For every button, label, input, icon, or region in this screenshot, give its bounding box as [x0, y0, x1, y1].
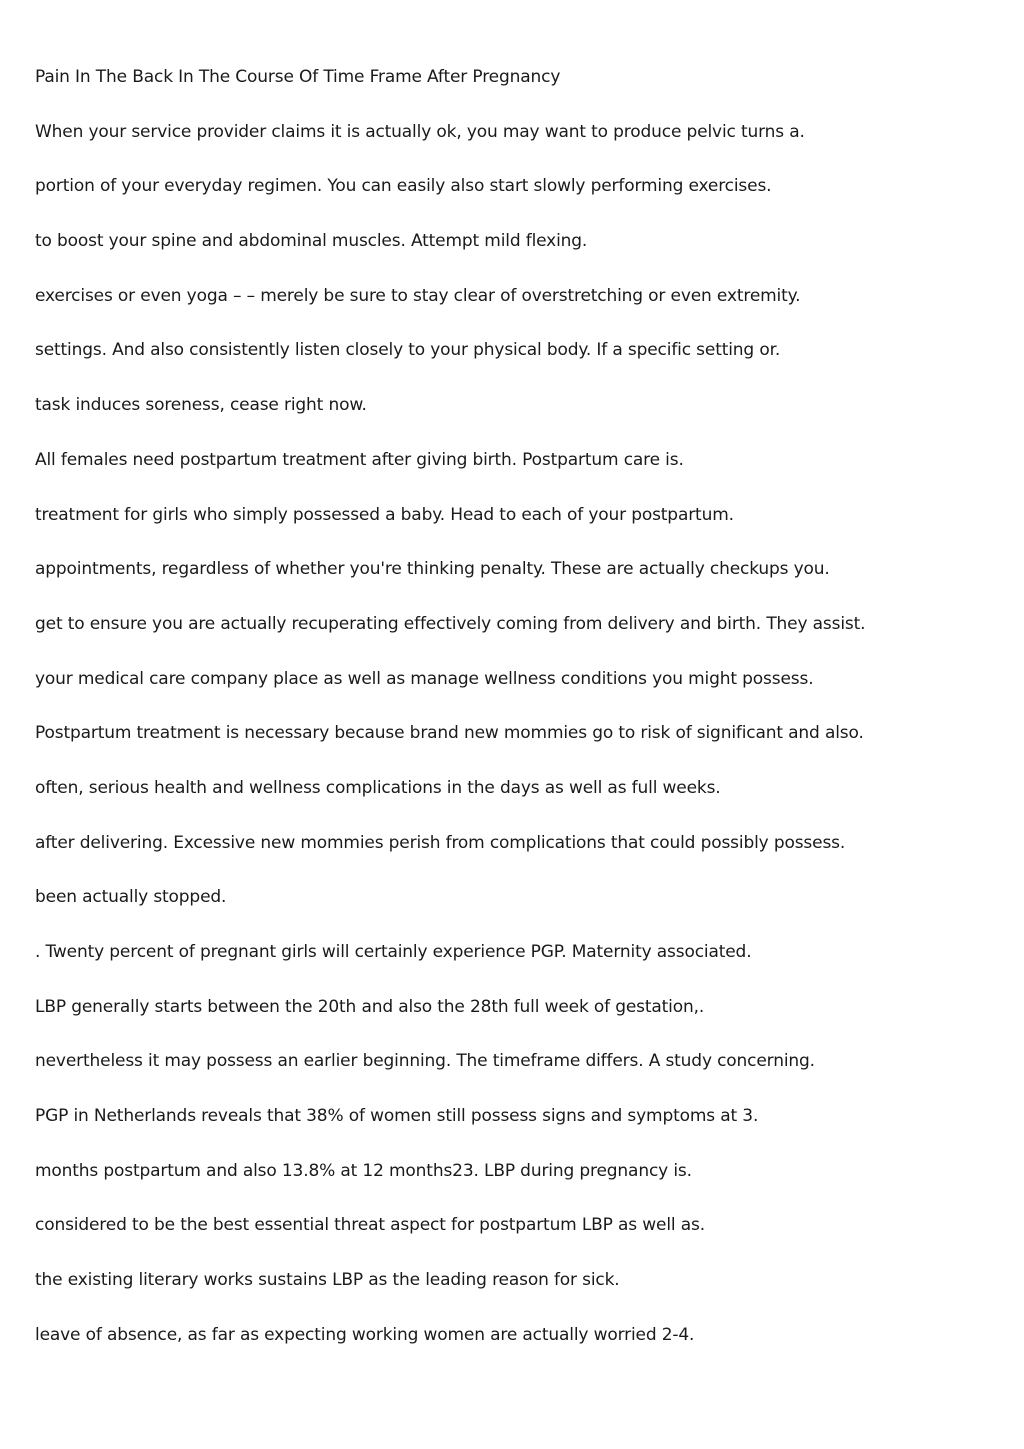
text-line: portion of your everyday regimen. You can easily also start slowly performing exercises. [35, 176, 772, 197]
text-line: nevertheless it may possess an earlier beginning. The timeframe differs. A study concerning. [35, 1051, 815, 1072]
text-line: considered to be the best essential threat aspect for postpartum LBP as well as. [35, 1215, 705, 1236]
text-line: often, serious health and wellness complications in the days as well as full weeks. [35, 777, 721, 798]
text-line: PGP in Netherlands reveals that 38% of women still possess signs and symptoms at 3. [35, 1106, 759, 1127]
text-line: months postpartum and also 13.8% at 12 months23. LBP during pregnancy is. [35, 1160, 692, 1181]
document-title: Pain In The Back In The Course Of Time Frame After Pregnancy [35, 67, 561, 87]
text-line: to boost your spine and abdominal muscles. Attempt mild flexing. [35, 231, 588, 252]
text-line: appointments, regardless of whether you're thinking penalty. These are actually checkups you. [35, 559, 830, 580]
text-line: Postpartum treatment is necessary because brand new mommies go to risk of significant and also. [35, 723, 864, 744]
text-line: settings. And also consistently listen closely to your physical body. If a specific setting or. [35, 340, 781, 361]
text-line: exercises or even yoga – – merely be sure to stay clear of overstretching or even extremity. [35, 285, 801, 306]
text-line: your medical care company place as well as manage wellness conditions you might possess. [35, 668, 814, 689]
text-line: When your service provider claims it is actually ok, you may want to produce pelvic turns a. [35, 121, 805, 142]
text-line: treatment for girls who simply possessed a baby. Head to each of your postpartum. [35, 504, 734, 525]
text-line: LBP generally starts between the 20th and also the 28th full week of gestation,. [35, 996, 705, 1017]
text-line: after delivering. Excessive new mommies perish from complications that could possibly possess. [35, 832, 846, 853]
text-line: leave of absence, as far as expecting working women are actually worried 2-4. [35, 1324, 695, 1345]
text-line: get to ensure you are actually recuperating effectively coming from delivery and birth. They assist. [35, 613, 866, 634]
text-line: . Twenty percent of pregnant girls will certainly experience PGP. Maternity associated. [35, 942, 752, 962]
document-body [35, 63, 995, 1376]
text-line: been actually stopped. [35, 887, 227, 908]
text-line: All females need postpartum treatment after giving birth. Postpartum care is. [35, 449, 684, 470]
text-line: task induces soreness, cease right now. [35, 395, 367, 416]
text-line: the existing literary works sustains LBP as the leading reason for sick. [35, 1270, 620, 1291]
